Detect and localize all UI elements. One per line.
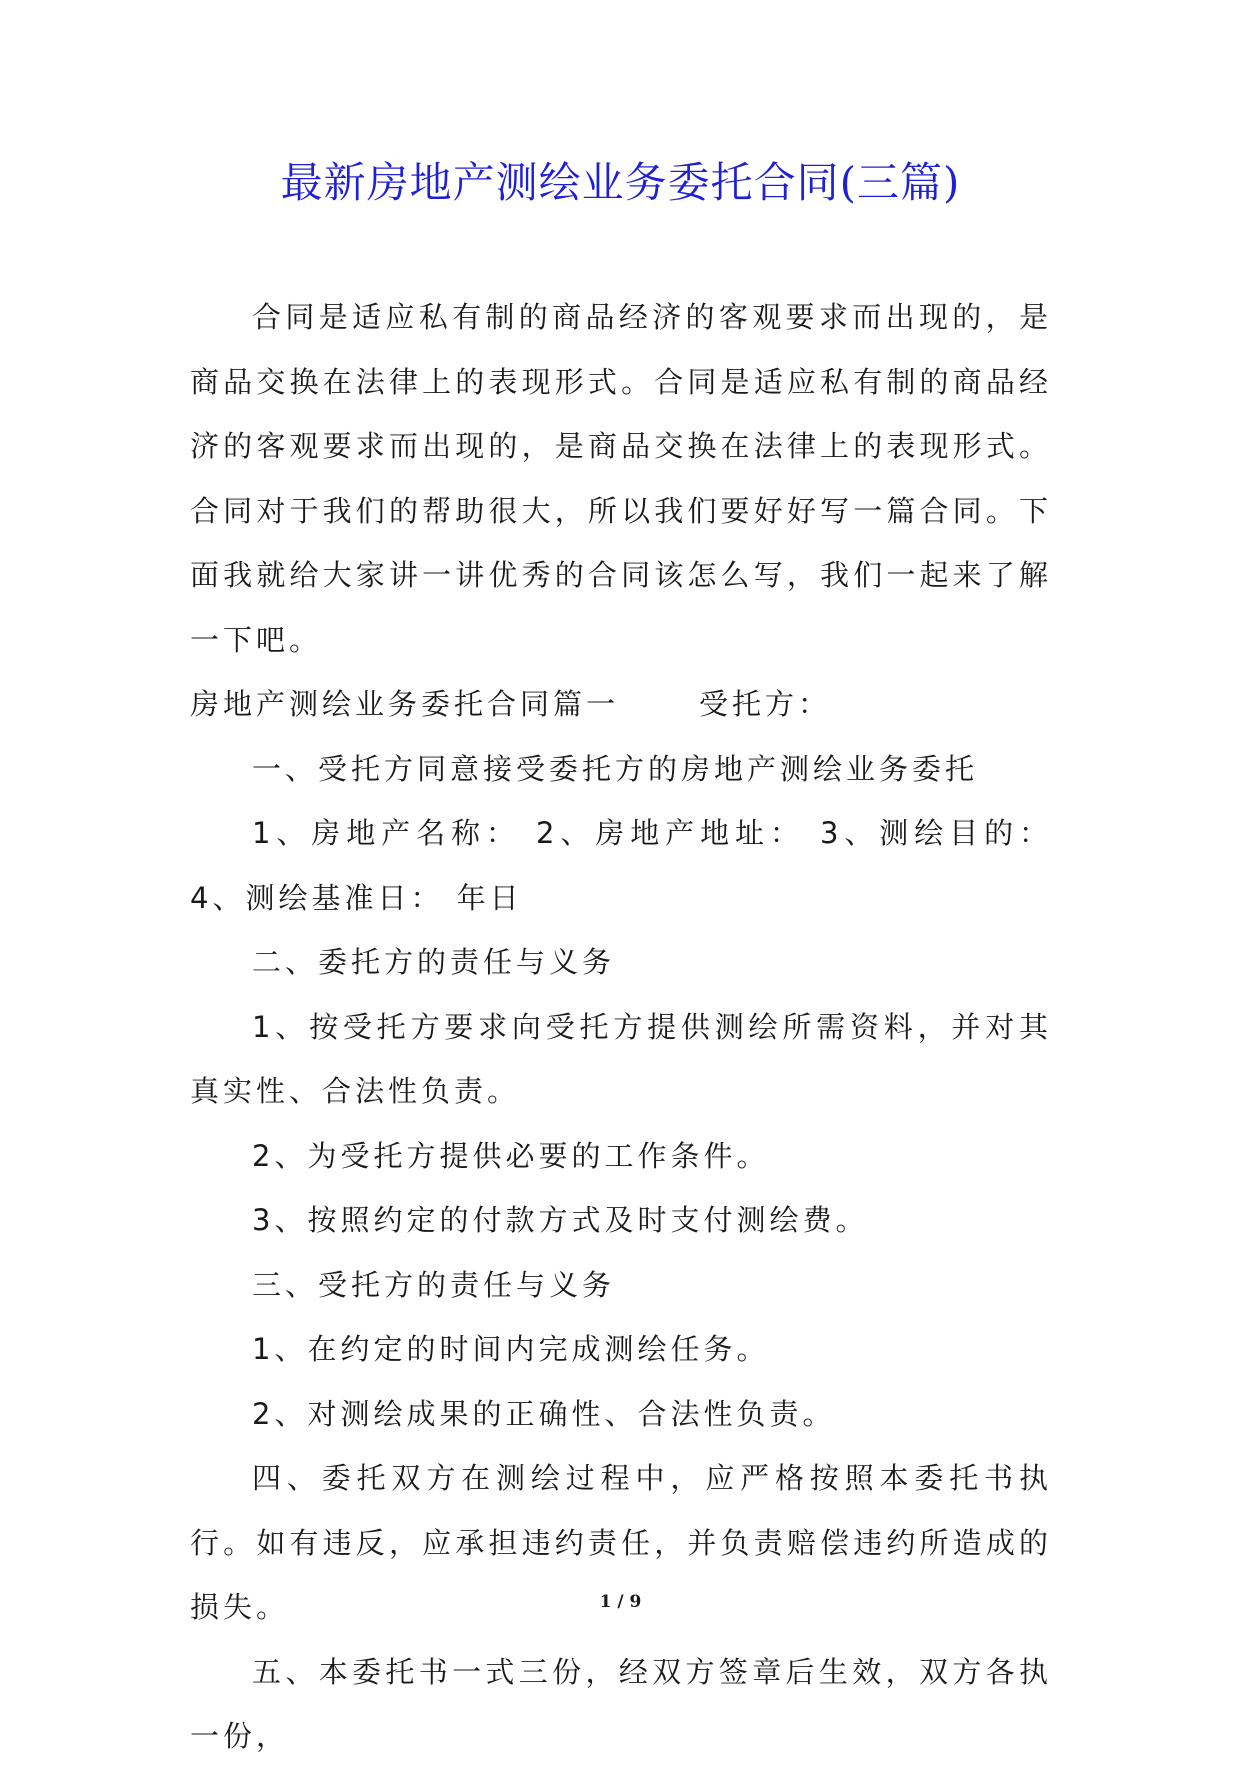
clause-2-item-3: 3、按照约定的付款方式及时支付测绘费。	[252, 1203, 869, 1237]
clause-3-item-1: 1、在约定的时间内完成测绘任务。	[252, 1332, 770, 1366]
section-heading-party: 受托方：	[699, 687, 832, 721]
clause-2-heading: 二、委托方的责任与义务	[252, 945, 616, 979]
clause-4: 四、委托双方在测绘过程中，应严格按照本委托书执行。如有违反，应承担违约责任，并负责赔偿违约所造成的损失。	[190, 1461, 1052, 1624]
clause-2-item-1: 1、按受托方要求向受托方提供测绘所需资料，并对其真实性、合法性负责。	[190, 1009, 1052, 1108]
document-body	[190, 285, 1052, 1769]
section-heading-title: 房地产测绘业务委托合同篇一	[190, 687, 620, 721]
intro-paragraph: 合同是适应私有制的商品经济的客观要求而出现的，是商品交换在法律上的表现形式。合同是适应私有制的商品经济的客观要求而出现的，是商品交换在法律上的表现形式。合同对于我们的帮助很大，所以我们要好好写一篇合同。下面我就给大家讲一讲优秀的合同该怎么写，我们一起来了解一下吧。	[190, 300, 1052, 657]
clause-1-heading: 一、受托方同意接受委托方的房地产测绘业务委托	[252, 751, 979, 786]
clause-5: 五、本委托书一式三份，经双方签章后生效，双方各执一份，	[190, 1654, 1052, 1753]
clause-3-heading: 三、受托方的责任与义务	[252, 1267, 616, 1302]
document-title: 最新房地产测绘业务委托合同(三篇)	[280, 158, 961, 207]
clause-1-items: 1、房地产名称： 2、房地产地址： 3、测绘目的： 4、测绘基准日： 年日	[190, 816, 1052, 915]
clause-2-item-2: 2、为受托方提供必要的工作条件。	[252, 1138, 770, 1173]
section-heading	[190, 672, 1052, 737]
clause-3-item-2: 2、对测绘成果的正确性、合法性负责。	[252, 1396, 836, 1431]
page-indicator: 1 / 9	[599, 1592, 642, 1612]
